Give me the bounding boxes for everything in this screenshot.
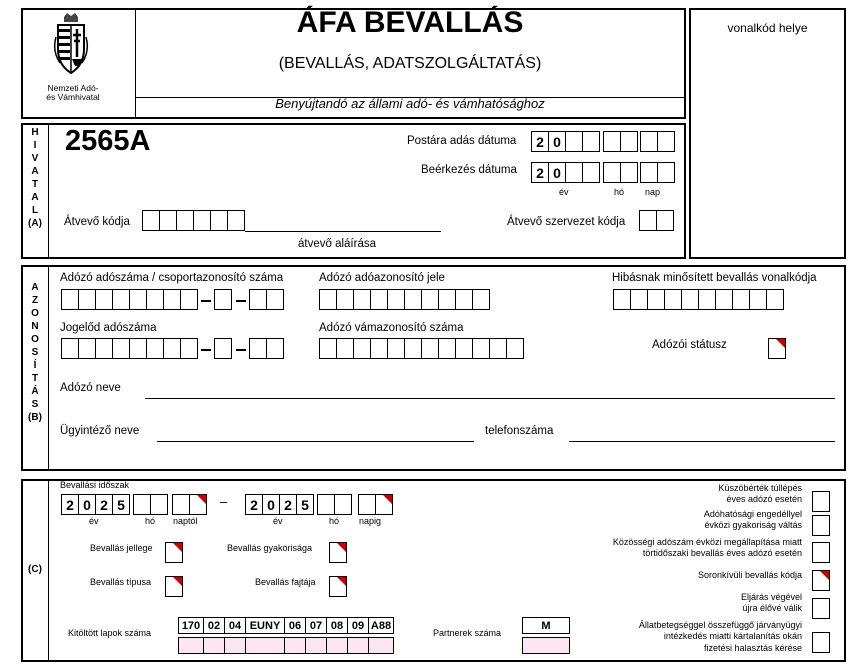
customs-id-cell[interactable] [506,338,524,359]
receiver-code-cell[interactable] [142,210,160,231]
option-frequency-change-label: Adóhatósági engedéllyel évközi gyakoriság váltás [703,509,802,531]
error-barcode-cell[interactable] [732,289,750,310]
receiver-org-code-label: Átvevő szervezet kódja [507,216,626,228]
section-a-side-letter: L [31,205,39,216]
customs-id-cell[interactable] [421,338,439,359]
predecessor-cell[interactable] [112,338,130,359]
page-count-input[interactable] [245,637,285,654]
receiver-org-code-cell[interactable] [656,210,674,231]
error-barcode-cell[interactable] [698,289,716,310]
error-barcode-cell[interactable] [647,289,665,310]
tax-number-cell[interactable] [249,289,267,310]
administrator-label: Ügyintéző neve [60,425,140,437]
error-barcode-cell[interactable] [664,289,682,310]
tax-id-cell[interactable] [319,289,337,310]
predecessor-cell[interactable] [163,338,181,359]
customs-id-cell[interactable] [353,338,371,359]
tax-id-cell[interactable] [472,289,490,310]
tax-number-cell[interactable] [163,289,181,310]
to-year-cell[interactable]: 0 [262,494,280,515]
section-c-side-label: (C) [28,564,42,575]
predecessor-cell[interactable] [95,338,113,359]
from-year-label: év [89,516,99,526]
postal-date-label: Postára adás dátuma [407,135,517,147]
section-b-side-letter: (B) [28,412,42,423]
period-label: Bevallási időszak [60,480,130,490]
frequency-label: Bevallás gyakorisága [227,543,313,553]
tax-number-cell[interactable] [146,289,164,310]
to-day-label: napig [359,516,382,526]
section-a-side-label [22,126,48,230]
to-month-cell[interactable] [317,494,335,515]
error-barcode-cell[interactable] [681,289,699,310]
section-b-side-divider [48,266,49,470]
option-threshold-label: Küszöbérték túllépés éves adózó esetén [718,483,802,505]
receiver-code-cell[interactable] [159,210,177,231]
from-year-cell[interactable]: 5 [112,494,130,515]
page-count-input[interactable] [284,637,306,654]
option-threshold-checkbox[interactable] [812,491,830,512]
error-barcode-cell[interactable] [613,289,631,310]
from-month-cell[interactable] [150,494,168,515]
postal-date-cell[interactable] [603,131,621,152]
tax-number-cell[interactable] [95,289,113,310]
option-community-tax-label: Közösségi adószám évközi megállapítása miatt törtidőszaki bevallás éves adózó esetén [612,537,802,559]
from-month-label: hó [145,516,156,526]
tax-id-cell[interactable] [370,289,388,310]
signature-label: átvevő aláírása [298,238,376,250]
tax-id-cell[interactable] [353,289,371,310]
signature-line [245,231,441,232]
page-code: 170 [178,617,204,634]
type-label: Bevallás típusa [90,577,152,587]
tax-id-label: Adózó adóazonosító jele [319,272,445,284]
customs-id-cell[interactable] [489,338,507,359]
postal-date-cell[interactable] [582,131,600,152]
option-extraordinary-checkbox[interactable] [812,570,830,591]
receiver-code-cell[interactable] [227,210,245,231]
section-b-side-label [22,281,48,424]
administrator-line[interactable] [157,441,474,442]
section-b-side-letter: Z [31,295,39,306]
received-date-cell[interactable] [603,162,621,183]
postal-date-cell[interactable] [620,131,638,152]
taxpayer-name-label: Adózó neve [60,382,121,394]
date-month-label: hó [614,187,625,197]
form-title: ÁFA BEVALLÁS [296,6,524,39]
section-b-side-letter: Á [31,386,39,397]
receiver-org-code-cell[interactable] [639,210,657,231]
from-year-cell[interactable]: 2 [95,494,113,515]
page-count-input[interactable] [178,637,204,654]
partner-code: M [522,617,570,634]
page-count-input[interactable] [203,637,225,654]
customs-id-cell[interactable] [387,338,405,359]
postal-date-cell[interactable] [565,131,583,152]
receiver-code-cell[interactable] [210,210,228,231]
page-count-input[interactable] [305,637,327,654]
page-code: EUNY [245,617,285,634]
page-count-input[interactable] [326,637,348,654]
page-code: 02 [203,617,225,634]
predecessor-cell[interactable] [214,338,232,359]
to-year-cell[interactable]: 2 [279,494,297,515]
kind-cell[interactable] [329,576,347,597]
page-count-input[interactable] [347,637,369,654]
received-date-cell[interactable] [620,162,638,183]
section-a-side-letter: I [33,140,37,151]
section-c-side-divider [48,480,49,661]
predecessor-cell[interactable] [180,338,198,359]
separator-dash [201,300,211,302]
org-name: Nemzeti Adó- és Vámhivatal [46,83,100,103]
to-day-cell[interactable] [358,494,376,515]
period-separator: – [220,494,228,509]
section-b-side-letter: O [31,334,39,345]
nature-cell[interactable] [165,542,183,563]
option-frequency-change-checkbox[interactable] [812,515,830,536]
postal-date-cell[interactable]: 2 [531,131,549,152]
from-month-cell[interactable] [133,494,151,515]
received-date-cell[interactable] [640,162,658,183]
from-day-cell[interactable] [172,494,190,515]
to-day-cell[interactable] [375,494,393,515]
predecessor-cell[interactable] [249,338,267,359]
taxpayer-status-cell[interactable] [768,338,786,359]
frequency-cell[interactable] [329,542,347,563]
customs-id-cell[interactable] [336,338,354,359]
predecessor-cell[interactable] [146,338,164,359]
customs-id-cell[interactable] [455,338,473,359]
page-code: 04 [224,617,246,634]
tax-number-label: Adózó adószáma / csoportazonosító száma [60,272,284,284]
section-a-side-letter: V [31,153,39,164]
option-animal-disease-checkbox[interactable] [812,632,830,653]
from-year-cell[interactable]: 2 [61,494,79,515]
tax-number-cell[interactable] [214,289,232,310]
phone-line[interactable] [569,441,835,442]
section-b-side-letter: N [31,321,39,332]
barcode-label: vonalkód helye [727,21,808,35]
predecessor-label: Jogelőd adószáma [60,322,157,334]
tax-id-cell[interactable] [455,289,473,310]
section-a-side-letter: A [31,166,39,177]
customs-id-cell[interactable] [472,338,490,359]
tax-number-cell[interactable] [266,289,284,310]
receiver-code-cell[interactable] [193,210,211,231]
predecessor-cell[interactable] [61,338,79,359]
received-date-cell[interactable] [657,162,675,183]
to-month-cell[interactable] [334,494,352,515]
customs-id-cell[interactable] [370,338,388,359]
submit-to-text: Benyújtandó az állami adó- és vámhatósághoz [275,96,545,111]
tax-number-cell[interactable] [112,289,130,310]
option-community-tax-checkbox[interactable] [812,542,830,563]
page-code: 09 [347,617,369,634]
customs-id-cell[interactable] [438,338,456,359]
tax-id-cell[interactable] [438,289,456,310]
taxpayer-name-line[interactable] [145,398,835,399]
received-date-cell[interactable]: 0 [548,162,566,183]
option-animal-disease-label: Állatbetegséggel összefüggő járványügyi intézkedés miatti kártalanítás okán fizetési halasztás kérése [638,620,802,653]
kind-label: Bevallás fajtája [255,577,316,587]
customs-id-cell[interactable] [404,338,422,359]
section-b-side-letter: Í [33,360,37,371]
taxpayer-status-label: Adózói státusz [652,339,727,351]
date-day-label: nap [645,187,661,197]
section-a-side-divider [48,124,49,258]
page-code: 08 [326,617,348,634]
customs-id-label: Adózó vámazonosító száma [319,322,464,334]
receiver-code-label: Átvevő kódja [64,216,130,228]
partner-count-input[interactable] [522,637,570,654]
section-a-side-letter: A [31,192,39,203]
tax-number-cell[interactable] [129,289,147,310]
to-year-cell[interactable]: 5 [296,494,314,515]
option-revive-checkbox[interactable] [812,598,830,619]
tax-number-cell[interactable] [61,289,79,310]
error-barcode-cell[interactable] [715,289,733,310]
page-code: 07 [305,617,327,634]
to-year-cell[interactable]: 2 [245,494,263,515]
tax-number-cell[interactable] [180,289,198,310]
from-day-cell[interactable] [189,494,207,515]
nav-coat-of-arms-icon [52,11,90,81]
section-b-side-letter: T [31,373,39,384]
phone-label: telefonszáma [485,425,554,437]
page-count-input[interactable] [224,637,246,654]
received-date-label: Beérkezés dátuma [421,164,517,176]
postal-date-cell[interactable] [640,131,658,152]
tax-id-cell[interactable] [387,289,405,310]
predecessor-cell[interactable] [78,338,96,359]
nature-label: Bevallás jellege [90,543,153,553]
customs-id-cell[interactable] [319,338,337,359]
postal-date-cell[interactable] [657,131,675,152]
error-barcode-cell[interactable] [630,289,648,310]
to-year-label: év [273,516,283,526]
from-year-cell[interactable]: 0 [78,494,96,515]
section-a-side-letter: (A) [28,218,42,229]
received-date-cell[interactable]: 2 [531,162,549,183]
option-extraordinary-label: Soronkívüli bevallás kódja [697,570,802,580]
separator-dash [236,300,246,302]
page-code: 06 [284,617,306,634]
section-b-side-letter: S [31,399,39,410]
received-date-cell[interactable] [565,162,583,183]
form-subtitle: (BEVALLÁS, ADATSZOLGÁLTATÁS) [278,55,542,72]
error-barcode-label: Hibásnak minősített bevallás vonalkódja [612,272,817,284]
pages-label: Kitöltött lapok száma [68,628,152,638]
separator-dash [201,349,211,351]
barcode-frame [689,8,846,259]
partner-label: Partnerek száma [433,628,502,638]
tax-id-cell[interactable] [404,289,422,310]
postal-date-cell[interactable]: 0 [548,131,566,152]
section-b-side-letter: A [31,282,39,293]
form-code: 2565A [65,125,151,157]
error-barcode-cell[interactable] [766,289,784,310]
section-a-side-letter: T [31,179,39,190]
tax-number-cell[interactable] [78,289,96,310]
section-a-side-letter: H [31,127,39,138]
option-revive-label: Eljárás végével újra élővé válik [740,592,802,614]
page-code: A88 [368,617,394,634]
received-date-cell[interactable] [582,162,600,183]
section-b-side-letter: S [31,347,39,358]
to-month-label: hó [329,516,340,526]
section-b-side-letter: O [31,308,39,319]
date-year-label: év [559,187,569,197]
predecessor-cell[interactable] [129,338,147,359]
tax-id-cell[interactable] [336,289,354,310]
tax-id-cell[interactable] [421,289,439,310]
predecessor-cell[interactable] [266,338,284,359]
error-barcode-cell[interactable] [749,289,767,310]
receiver-code-cell[interactable] [176,210,194,231]
separator-dash [236,349,246,351]
from-day-label: naptól [173,516,198,526]
page-count-input[interactable] [368,637,394,654]
type-cell[interactable] [165,576,183,597]
